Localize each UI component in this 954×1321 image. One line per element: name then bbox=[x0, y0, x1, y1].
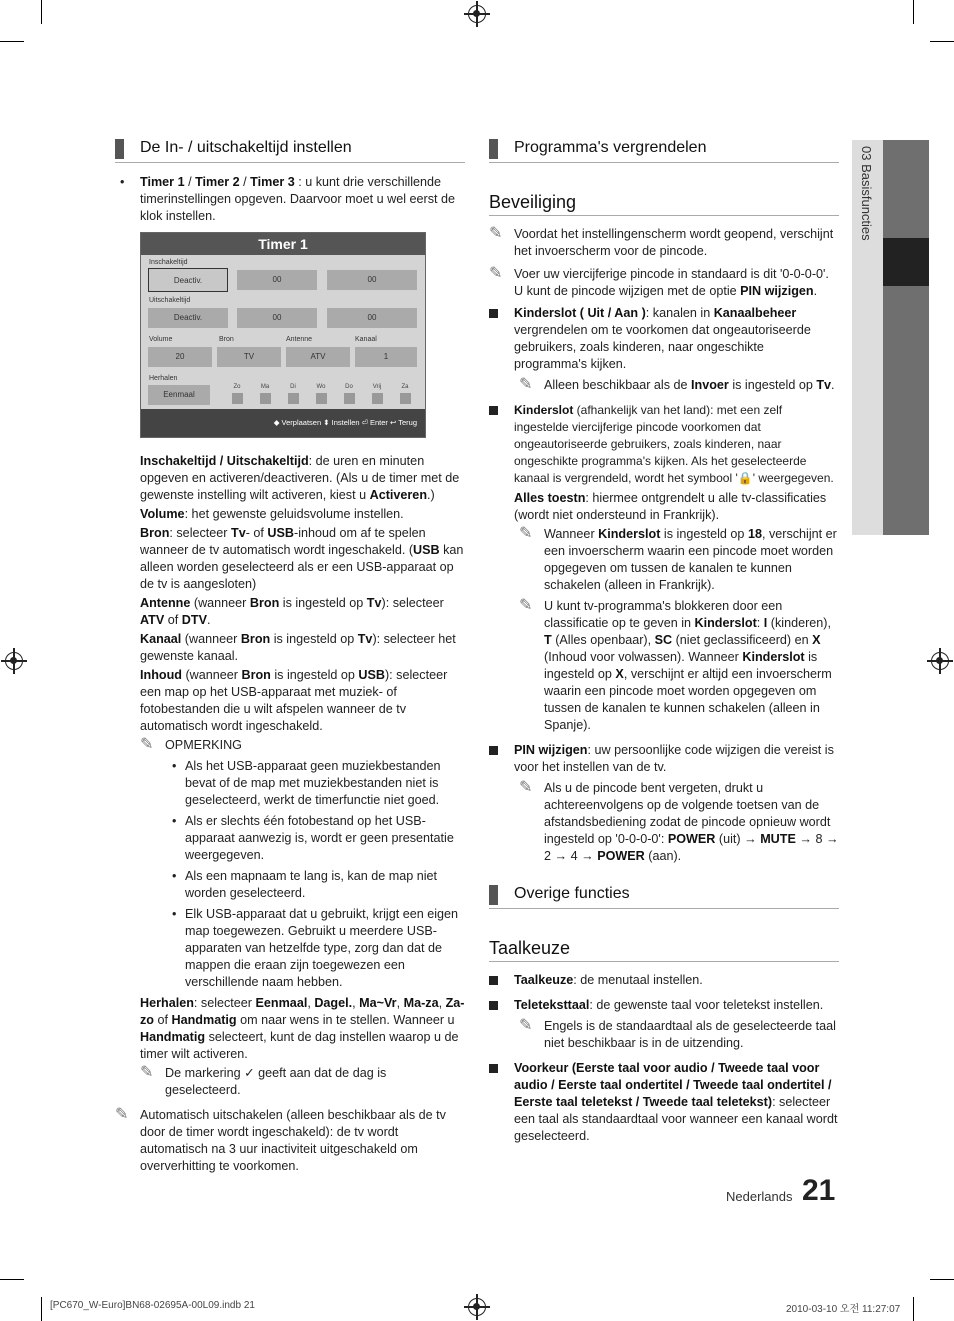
section-heading bbox=[115, 138, 465, 163]
registration-mark-icon bbox=[5, 652, 23, 670]
list-item: • Elk USB-apparaat dat u gebruikt, krijgt een eigen map toegewezen. Gebruikt u meerdere USB-apparaten van hetzelfde type, zorg dan dat de mappen die eraan zijn toegewezen een verschillende naam hebben. bbox=[140, 906, 465, 991]
paragraph: Volume: het gewenste geluidsvolume instellen. bbox=[140, 507, 404, 521]
list-item: Kinderslot (afhankelijk van het land): met een zelf ingestelde viercijferige pincode voorkomen dat ongeautoriseerde gebruikers, zoals kinderen, naar ongeschikte programma's kijken. Als het geselecteerde kanaal is vergrendeld, wordt het symbool '🔒' weergegeven. bbox=[489, 402, 839, 487]
left-column-body bbox=[115, 453, 465, 1175]
on-time-activate-field[interactable]: Deactiv. bbox=[148, 268, 228, 292]
note: ✎ Voer uw viercijferige pincode in standaard is dit '0-0-0-0'. U kunt de pincode wijzigen met de optie PIN wijzigen. bbox=[489, 265, 829, 298]
note-pencil-icon: ✎ bbox=[519, 779, 533, 796]
crop-mark bbox=[41, 0, 42, 24]
crop-mark bbox=[930, 41, 954, 42]
note: ✎ Als u de pincode bent vergeten, drukt u achtereenvolgens op de volgende toetsen van de afstandsbediening zodat de pincode opnieuw wordt ingesteld op '0-0-0-0': POWER (uit) → MUTE → 8 → 2 → 4 → POWER (aan). bbox=[519, 779, 839, 863]
square-bullet-icon bbox=[489, 746, 498, 755]
registration-mark-icon bbox=[468, 5, 486, 23]
paragraph: Herhalen: selecteer Eenmaal, Dagel., Ma~Vr, Ma-za, Za-zo of Handmatig om naar wens in te stellen. Wanneer u Handmatig selecteert, kunt de dag instellen waarop u de timer wilt activeren. bbox=[140, 996, 465, 1061]
square-bullet-icon bbox=[489, 976, 498, 985]
section-title: De In- / uitschakeltijd instellen bbox=[140, 139, 352, 156]
screen-title: Timer 1 bbox=[141, 233, 425, 255]
chapter-marker-block bbox=[883, 238, 929, 286]
day-label: Do bbox=[345, 384, 353, 390]
note-pencil-icon: ✎ bbox=[140, 1064, 154, 1081]
day-label: Za bbox=[401, 384, 409, 390]
list-item: • Als een mapnaam te lang is, kan de map niet worden geselecteerd. bbox=[140, 868, 465, 902]
repeat-label: Herhalen bbox=[149, 375, 178, 382]
note-pencil-icon: ✎ bbox=[489, 225, 503, 242]
chapter-marker-bar bbox=[883, 140, 929, 535]
paragraph: Alles toestn: hiermee ontgrendelt u alle tv-classificaties (wordt niet ondersteund in Frankrijk). bbox=[514, 491, 827, 522]
square-bullet-icon bbox=[489, 1064, 498, 1073]
day-label: Ma bbox=[260, 384, 270, 390]
antenna-field[interactable]: ATV bbox=[286, 347, 350, 367]
crop-mark bbox=[913, 1297, 914, 1321]
source-field[interactable]: TV bbox=[217, 347, 281, 367]
section-bar bbox=[489, 885, 498, 905]
registration-mark-icon bbox=[468, 1298, 486, 1316]
note-pencil-icon: ✎ bbox=[519, 1017, 533, 1034]
volume-label: Volume bbox=[149, 336, 173, 343]
on-time-label: Inschakeltijd bbox=[149, 259, 188, 266]
note: ✎ U kunt tv-programma's blokkeren door een classificatie op te geven in Kinderslot: I (kinderen), T (Alles openbaar), SC (niet geclassificeerd) en X (Inhoud voor volwassen). Wanneer Kinderslot is ingesteld op X, verschijnt er altijd een invoerscherm waarin een pincode moet worden opgegeven om tussen de kanalen te kunnen schakelen (alleen in Spanje). bbox=[519, 597, 832, 732]
section-title: Programma's vergrendelen bbox=[514, 139, 707, 156]
note: ✎ De markering ✓ geeft aan dat de dag is geselecteerd. bbox=[140, 1064, 387, 1097]
crop-mark bbox=[0, 1279, 24, 1280]
day-label: Di bbox=[290, 384, 296, 390]
note: ✎ Automatisch uitschakelen (alleen beschikbaar als de tv door de timer wordt ingeschakeld): de tv wordt automatisch na 3 uur inactiviteit uitgeschakeld om oververhitting te voorkomen. bbox=[115, 1106, 446, 1173]
section-heading bbox=[489, 884, 839, 909]
note-pencil-icon: ✎ bbox=[140, 736, 154, 753]
on-time-hour-field[interactable]: 00 bbox=[237, 270, 317, 290]
checkmark-icon: ✓ bbox=[244, 1066, 255, 1080]
note-pencil-icon: ✎ bbox=[489, 265, 503, 282]
lock-icon: 🔒 bbox=[737, 471, 753, 485]
subsection-title: Taalkeuze bbox=[489, 937, 839, 962]
day-checkbox[interactable] bbox=[400, 393, 411, 404]
section-heading bbox=[489, 138, 839, 163]
note: ✎ Alleen beschikbaar als de Invoer is ingesteld op Tv. bbox=[519, 376, 835, 393]
note: ✎ Wanneer Kinderslot is ingesteld op 18, verschijnt er een invoerscherm waarin een pincode moet worden opgegeven om tussen de kanalen te kunnen schakelen (alleen in Frankrijk). bbox=[519, 525, 837, 592]
right-column-lower bbox=[489, 884, 839, 1145]
list-item: Kinderslot ( Uit / Aan ): kanalen in Kanaalbeheer vergrendelen om te voorkomen dat ongeautoriseerde gebruikers, zoals kinderen, naar ongeschikte programma's kijken. bbox=[489, 305, 839, 373]
note-pencil-icon: ✎ bbox=[519, 376, 533, 393]
chapter-label: 03 Basisfuncties bbox=[859, 146, 874, 241]
note-pencil-icon: ✎ bbox=[115, 1106, 129, 1123]
channel-label: Kanaal bbox=[355, 336, 377, 343]
day-checkbox[interactable] bbox=[372, 393, 383, 404]
note-pencil-icon: ✎ bbox=[519, 525, 533, 542]
note: ✎ Engels is de standaardtaal als de geselecteerde taal niet beschikbaar is in de uitzending. bbox=[519, 1017, 836, 1050]
section-bar bbox=[489, 139, 498, 159]
paragraph: Kanaal (wanneer Bron is ingesteld op Tv): selecteer het gewenste kanaal. bbox=[140, 632, 456, 663]
list-item: Teleteksttaal: de gewenste taal voor teletekst instellen. bbox=[489, 997, 839, 1014]
timer-settings-screen bbox=[140, 232, 426, 438]
crop-mark bbox=[930, 1279, 954, 1280]
day-label: Zo bbox=[233, 384, 241, 390]
registration-mark-icon bbox=[931, 652, 949, 670]
day-label: Wo bbox=[316, 384, 326, 390]
list-item: • Als het USB-apparaat geen muziekbestanden bevat of de map met muziekbestanden niet is geselecteerd, werkt de timerfunctie niet goed. bbox=[140, 758, 465, 809]
list-item: Taalkeuze: de menutaal instellen. bbox=[489, 972, 839, 989]
note-pencil-icon: ✎ bbox=[519, 597, 533, 614]
day-checkbox[interactable] bbox=[232, 393, 243, 404]
list-item: • Als er slechts één fotobestand op het USB-apparaat aanwezig is, wordt er geen presentatie weergegeven. bbox=[140, 813, 465, 864]
paragraph: Antenne (wanneer Bron is ingesteld op Tv): selecteer ATV of DTV. bbox=[140, 596, 444, 627]
subsection-title: Beveiliging bbox=[489, 191, 839, 216]
on-time-minute-field[interactable]: 00 bbox=[327, 270, 417, 290]
left-column bbox=[115, 138, 465, 225]
print-info-right: 2010-03-10 오전 11:27:07 bbox=[786, 1304, 901, 1315]
crop-mark bbox=[913, 0, 914, 24]
chapter-side-tab bbox=[852, 140, 883, 535]
source-label: Bron bbox=[219, 336, 234, 343]
screen-footer-hints: ◆ Verplaatsen ⬍ Instellen ⏎ Enter ↩ Terug bbox=[141, 409, 425, 437]
note: ✎ Voordat het instellingenscherm wordt geopend, verschijnt het invoerscherm voor de pincode. bbox=[489, 225, 834, 258]
antenna-label: Antenne bbox=[286, 336, 313, 343]
off-time-hour-field[interactable]: 00 bbox=[237, 308, 317, 328]
crop-mark bbox=[41, 1297, 42, 1321]
list-item: Voorkeur (Eerste taal voor audio / Tweede taal voor audio / Eerste taal ondertitel / Tweede taal ondertitel / Eerste taal teletekst / Tweede taal teletekst): selecteer een taal als standaardtaal voor wanneer een kanaal wordt geselecteerd. bbox=[489, 1060, 839, 1145]
paragraph: Inschakeltijd / Uitschakeltijd: de uren en minuten opgeven en activeren/deactiveren. (Als u de timer met de gewenste instelling wilt activeren, kiest u Activeren.) bbox=[140, 454, 460, 502]
volume-field[interactable]: 20 bbox=[148, 347, 212, 367]
print-info-left: [PC670_W-Euro]BN68-02695A-00L09.indb 21 bbox=[50, 1300, 255, 1311]
day-checkbox[interactable] bbox=[260, 393, 271, 404]
square-bullet-icon bbox=[489, 1001, 498, 1010]
off-time-minute-field[interactable]: 00 bbox=[327, 308, 417, 328]
timer-bullet: • Timer 1 / Timer 2 / Timer 3 : u kunt drie verschillende timerinstellingen opgeven. Daarvoor moet u wel eerst de klok instellen. bbox=[115, 174, 465, 225]
day-checkbox[interactable] bbox=[316, 393, 327, 404]
section-title: Overige functies bbox=[514, 885, 630, 902]
day-checkbox[interactable] bbox=[344, 393, 355, 404]
day-label: Vrij bbox=[372, 384, 382, 390]
paragraph: Bron: selecteer Tv- of USB-inhoud om af te spelen wanneer de tv automatisch wordt ingeschakeld. (USB kan alleen worden geselecteerd als er een USB-apparaat op de tv is aangesloten) bbox=[140, 526, 464, 591]
day-checkbox[interactable] bbox=[288, 393, 299, 404]
footer-language: Nederlands bbox=[726, 1189, 793, 1204]
section-bar bbox=[115, 139, 124, 159]
repeat-field[interactable]: Eenmaal bbox=[148, 385, 210, 405]
square-bullet-icon bbox=[489, 406, 498, 415]
off-time-activate-field[interactable]: Deactiv. bbox=[148, 308, 228, 328]
paragraph: Inhoud (wanneer Bron is ingesteld op USB): selecteer een map op het USB-apparaat met muziek- of fotobestanden die u wilt afspelen wanneer de tv automatisch wordt ingeschakeld. bbox=[140, 668, 448, 733]
right-column bbox=[489, 138, 839, 865]
note: ✎ OPMERKING bbox=[140, 736, 242, 753]
list-item: PIN wijzigen: uw persoonlijke code wijzigen die vereist is voor het instellen van de tv. bbox=[489, 742, 839, 776]
crop-mark bbox=[0, 41, 24, 42]
page-number: 21 bbox=[802, 1174, 836, 1207]
off-time-label: Uitschakeltijd bbox=[149, 297, 191, 304]
channel-field[interactable]: 1 bbox=[355, 347, 417, 367]
square-bullet-icon bbox=[489, 309, 498, 318]
